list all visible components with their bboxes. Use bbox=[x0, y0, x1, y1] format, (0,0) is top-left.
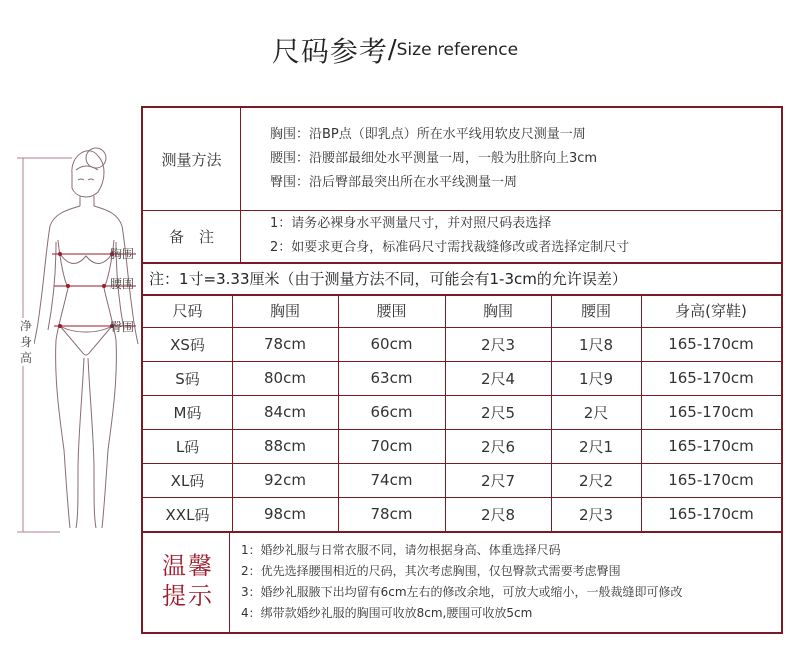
remark-line: 1：请务必裸身水平测量尺寸，并对照尺码表选择 bbox=[270, 216, 552, 231]
header-size: 尺码 bbox=[172, 302, 203, 320]
figure-height-label: 净身高 bbox=[19, 319, 32, 365]
chest-cm-cell: 84cm bbox=[264, 403, 306, 421]
waist-cm-cell: 63cm bbox=[370, 369, 413, 387]
size-cell: XXL码 bbox=[165, 505, 210, 524]
header-chest-chi: 胸围 bbox=[482, 302, 513, 320]
divider bbox=[229, 531, 230, 634]
waist-chi-cell: 1尺8 bbox=[578, 335, 614, 354]
height-cell: 165-170cm bbox=[668, 335, 754, 353]
remark-lines bbox=[270, 212, 629, 260]
tips-list bbox=[241, 540, 683, 624]
remark-line: 2：如要求更合身，标准码尺寸需找裁缝修改或者选择定制尺寸 bbox=[270, 240, 630, 255]
chest-chi-cell: 2尺8 bbox=[480, 505, 516, 524]
figure-chest-label: 胸围 bbox=[110, 247, 135, 261]
chest-cm-cell: 78cm bbox=[264, 335, 306, 353]
waist-cm-cell: 74cm bbox=[370, 471, 413, 489]
size-cell: L码 bbox=[175, 437, 200, 456]
size-cell: M码 bbox=[173, 403, 202, 422]
waist-cm-cell: 60cm bbox=[370, 335, 413, 353]
title-chinese: 尺码参考 bbox=[271, 35, 388, 68]
chest-cm-cell: 80cm bbox=[264, 369, 306, 387]
chest-chi-cell: 2尺5 bbox=[480, 403, 516, 422]
header-waist-cm: 腰围 bbox=[376, 302, 407, 320]
measure-line: 胸围：沿BP点（即乳点）所在水平线用软皮尺测量一周 bbox=[270, 127, 586, 142]
height-cell: 165-170cm bbox=[668, 471, 754, 489]
chest-cm-cell: 92cm bbox=[264, 471, 306, 489]
size-cell: XS码 bbox=[170, 335, 205, 354]
waist-chi-cell: 2尺2 bbox=[578, 471, 614, 490]
page-title bbox=[0, 30, 790, 70]
height-cell: 165-170cm bbox=[668, 505, 754, 523]
waist-chi-cell: 1尺9 bbox=[578, 369, 614, 388]
divider bbox=[240, 108, 241, 262]
chest-cm-cell: 98cm bbox=[264, 505, 306, 523]
waist-chi-cell: 2尺1 bbox=[578, 437, 614, 456]
chest-chi-cell: 2尺7 bbox=[480, 471, 516, 490]
waist-cm-cell: 66cm bbox=[370, 403, 413, 421]
waist-cm-cell: 70cm bbox=[370, 437, 413, 455]
header-height: 身高(穿鞋) bbox=[675, 302, 747, 320]
tip-item: 3：婚纱礼服腋下出均留有6cm左右的修改余地，可放大或缩小，一般裁缝即可修改 bbox=[241, 585, 683, 599]
height-cell: 165-170cm bbox=[668, 369, 754, 387]
tip-item: 2：优先选择腰围相近的尺码，其次考虑胸围，仅包臀款式需要考虑臀围 bbox=[241, 564, 621, 578]
chest-chi-cell: 2尺3 bbox=[480, 335, 516, 354]
size-cell: XL码 bbox=[170, 471, 205, 490]
height-cell: 165-170cm bbox=[668, 437, 754, 455]
height-cell: 165-170cm bbox=[668, 403, 754, 421]
tip-item: 4：绑带款婚纱礼服的胸围可收放8cm,腰围可收放5cm bbox=[241, 606, 533, 620]
waist-chi-cell: 2尺3 bbox=[578, 505, 614, 524]
chest-cm-cell: 88cm bbox=[264, 437, 306, 455]
header-chest-cm: 胸围 bbox=[269, 302, 300, 320]
tip-item: 1：婚纱礼服与日常衣服不同，请勿根据身高、体重选择尺码 bbox=[241, 543, 561, 557]
figure-hip-label: 臀围 bbox=[110, 320, 135, 334]
header-waist-chi: 腰围 bbox=[580, 302, 611, 320]
size-cell: S码 bbox=[175, 369, 200, 388]
waist-cm-cell: 78cm bbox=[370, 505, 413, 523]
chest-chi-cell: 2尺4 bbox=[480, 369, 516, 388]
divider bbox=[143, 531, 781, 533]
remark-label: 备 注 bbox=[168, 227, 214, 246]
tips-title: 温馨提示 bbox=[162, 552, 214, 610]
measure-line: 臀围：沿后臀部最突出所在水平线测量一周 bbox=[270, 175, 518, 190]
title-slash: / bbox=[387, 35, 397, 65]
title-english: Size reference bbox=[396, 40, 519, 60]
figure-waist-label: 腰围 bbox=[110, 277, 135, 291]
size-reference-table bbox=[141, 106, 783, 634]
conversion-note: 注：1寸=3.33厘米（由于测量方法不同，可能会有1-3cm的允许误差） bbox=[149, 269, 627, 288]
measure-line: 腰围：沿腰部最细处水平测量一周，一般为肚脐向上3cm bbox=[270, 151, 598, 166]
waist-chi-cell: 2尺 bbox=[583, 403, 609, 422]
measure-method-lines bbox=[270, 123, 597, 195]
measure-method-label: 测量方法 bbox=[161, 150, 222, 169]
chest-chi-cell: 2尺6 bbox=[480, 437, 516, 456]
